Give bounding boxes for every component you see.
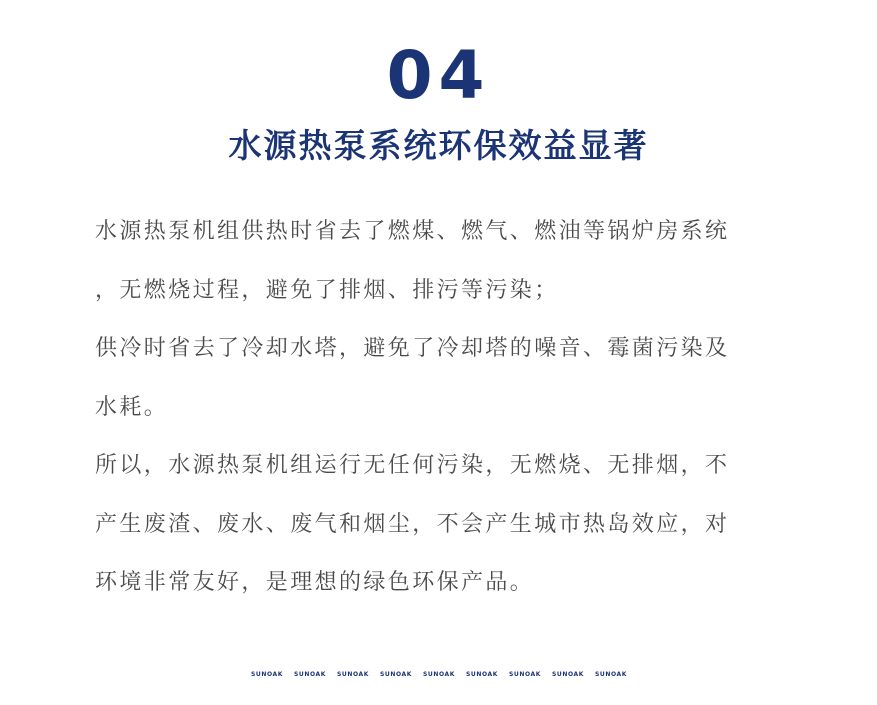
brand-mark: SUNOAK xyxy=(466,671,499,678)
brand-watermark-strip xyxy=(0,668,877,682)
section-title: 水源热泵系统环保效益显著 xyxy=(228,126,649,165)
brand-mark: SUNOAK xyxy=(294,671,327,678)
body-line: 环境非常友好，是理想的绿色环保产品。 xyxy=(95,570,535,595)
brand-mark: SUNOAK xyxy=(380,671,413,678)
brand-mark: SUNOAK xyxy=(552,671,585,678)
body-line: 所以，水源热泵机组运行无任何污染，无燃烧、无排烟，不 xyxy=(95,453,730,478)
brand-mark: SUNOAK xyxy=(251,671,284,678)
brand-mark: SUNOAK xyxy=(337,671,370,678)
brand-mark: SUNOAK xyxy=(509,671,542,678)
brand-mark: SUNOAK xyxy=(423,671,456,678)
section-number: 04 xyxy=(386,37,491,114)
body-line: 水耗。 xyxy=(95,394,169,420)
body-line: 水源热泵机组供热时省去了燃煤、燃气、燃油等锅炉房系统 xyxy=(95,219,730,244)
body-line: 供冷时省去了冷却水塔，避免了冷却塔的噪音、霉菌污染及 xyxy=(95,336,730,361)
brand-mark: SUNOAK xyxy=(595,671,628,678)
body-line: 产生废渣、废水、废气和烟尘，不会产生城市热岛效应，对 xyxy=(95,511,730,537)
body-paragraph xyxy=(95,210,785,620)
body-line: ，无燃烧过程，避免了排烟、排污等污染； xyxy=(95,277,559,303)
